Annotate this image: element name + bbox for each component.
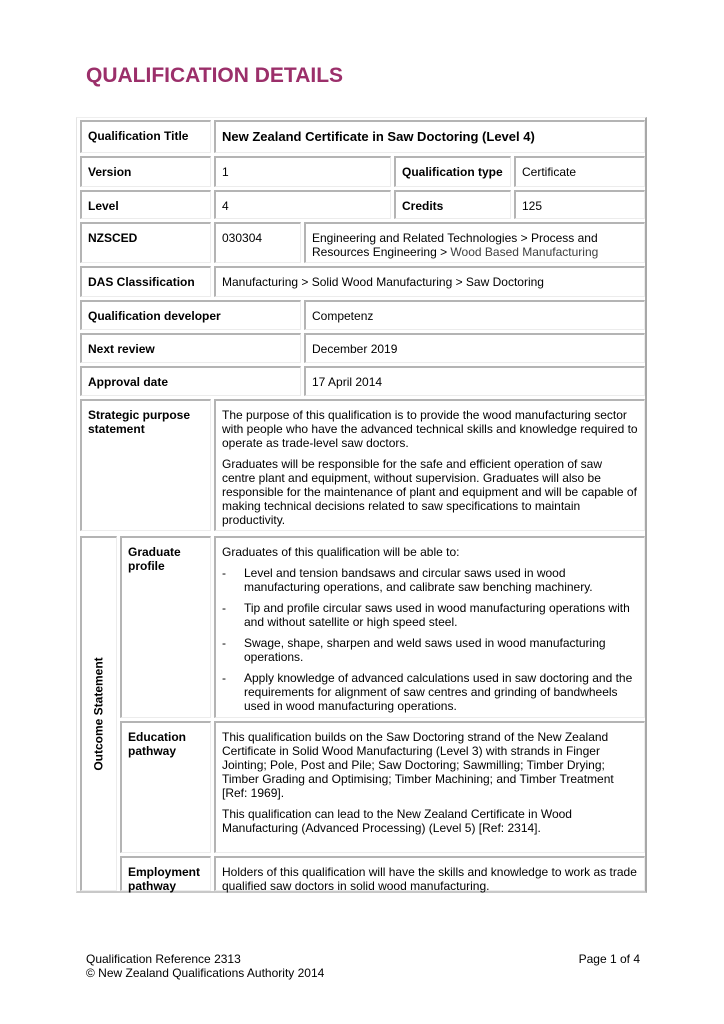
education-paragraph: This qualification can lead to the New Zealand Certificate in Wood Manufacturing (Advanced Processing) (Level 5) [Ref: 2314]. bbox=[222, 807, 572, 835]
label-version: Version bbox=[80, 156, 211, 187]
strategic-paragraph: The purpose of this qualification is to provide the wood manufacturing sector with people who have the advanced technical skills and knowledge required to operate as trade-level saw doctors. bbox=[222, 408, 638, 450]
page-title: QUALIFICATION DETAILS bbox=[86, 64, 344, 87]
footer-page-number: Page 1 of 4 bbox=[578, 952, 640, 966]
nzsced-path-last: Wood Based Manufacturing bbox=[450, 245, 599, 259]
value-credits: 125 bbox=[514, 190, 645, 219]
label-qualification-title: Qualification Title bbox=[80, 120, 211, 153]
label-das-classification: DAS Classification bbox=[80, 266, 211, 297]
value-das-classification: Manufacturing > Solid Wood Manufacturing > Saw Doctoring bbox=[214, 266, 645, 297]
dash-bullet-icon: - bbox=[222, 671, 226, 685]
value-qualification-developer: Competenz bbox=[304, 300, 645, 330]
graduate-profile-intro: Graduates of this qualification will be able to: bbox=[222, 545, 460, 559]
list-item: - Level and tension bandsaws and circular saws used in wood manufacturing operations, and calibrate saw benching machinery. bbox=[222, 566, 593, 594]
value-graduate-profile bbox=[214, 536, 645, 718]
label-approval-date: Approval date bbox=[80, 366, 301, 396]
value-qualification-title: New Zealand Certificate in Saw Doctoring (Level 4) bbox=[214, 120, 645, 153]
education-paragraph: This qualification builds on the Saw Doctoring strand of the New Zealand Certificate in Solid Wood Manufacturing (Level 3) with strands in Finger Jointing; Pole, Post and Pile; Saw Doctoring; Sawmilling; Timber Drying; Timber Grading and Optimising; Timber Machining; and Timber Treatment [Ref: 1969]. bbox=[222, 730, 614, 800]
graduate-profile-list bbox=[222, 566, 638, 713]
value-education-pathway bbox=[214, 721, 645, 853]
outcome-statement-cell bbox=[80, 536, 117, 891]
value-nzsced-path bbox=[304, 222, 645, 263]
label-credits: Credits bbox=[394, 190, 511, 219]
value-version: 1 bbox=[214, 156, 391, 187]
value-next-review: December 2019 bbox=[304, 333, 645, 363]
footer-reference: Qualification Reference 2313 bbox=[86, 952, 241, 966]
value-strategic-purpose bbox=[214, 399, 645, 531]
list-item: - Apply knowledge of advanced calculations used in saw doctoring and the requirements for alignment of saw centres and grinding of bandwheels used in wood manufacturing operations. bbox=[222, 671, 633, 713]
label-qualification-developer: Qualification developer bbox=[80, 300, 301, 330]
label-qualification-type: Qualification type bbox=[394, 156, 511, 187]
value-approval-date: 17 April 2014 bbox=[304, 366, 645, 396]
label-employment-pathway: Employment pathway bbox=[120, 856, 211, 891]
value-level: 4 bbox=[214, 190, 391, 219]
value-employment-pathway: Holders of this qualification will have the skills and knowledge to work as trade qualified saw doctors in solid wood manufacturing. bbox=[214, 856, 645, 891]
dash-bullet-icon: - bbox=[222, 601, 226, 615]
value-nzsced-code: 030304 bbox=[214, 222, 301, 263]
label-education-pathway: Education pathway bbox=[120, 721, 211, 853]
list-item: - Tip and profile circular saws used in wood manufacturing operations with and without satellite or high speed steel. bbox=[222, 601, 630, 629]
value-qualification-type: Certificate bbox=[514, 156, 645, 187]
outcome-statement-label: Outcome Statement bbox=[92, 657, 107, 771]
label-next-review: Next review bbox=[80, 333, 301, 363]
label-level: Level bbox=[80, 190, 211, 219]
strategic-paragraph: Graduates will be responsible for the safe and efficient operation of saw centre plant and equipment, without supervision. Graduates will also be responsible for the maintenance of plant and equipment and will be capable of making technical decisions related to saw specifications to maintain productivity. bbox=[222, 457, 637, 527]
nzsced-path-prefix: Engineering and Related Technologies > Process and Resources Engineering > bbox=[312, 231, 598, 259]
label-strategic-purpose: Strategic purpose statement bbox=[80, 399, 211, 531]
dash-bullet-icon: - bbox=[222, 636, 226, 650]
dash-bullet-icon: - bbox=[222, 566, 226, 580]
footer-copyright: © New Zealand Qualifications Authority 2014 bbox=[86, 966, 325, 980]
label-nzsced: NZSCED bbox=[80, 222, 211, 263]
label-graduate-profile: Graduate profile bbox=[120, 536, 211, 718]
list-item: - Swage, shape, sharpen and weld saws used in wood manufacturing operations. bbox=[222, 636, 606, 664]
